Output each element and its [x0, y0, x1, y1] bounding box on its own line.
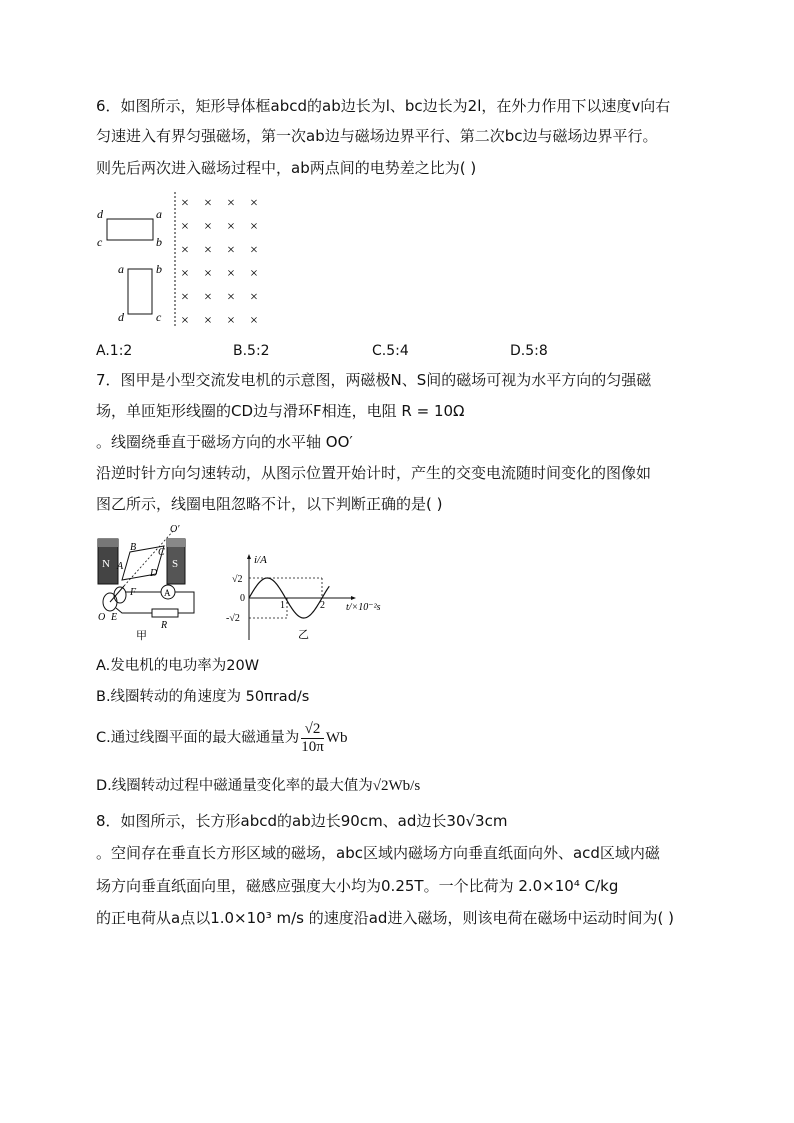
q7-line4: 沿逆时针方向匀速转动，从图示位置开始计时，产生的交变电流随时间变化的图像如 [96, 464, 652, 482]
field-cross: × [227, 266, 235, 282]
q6-option-c[interactable]: C.5:4 [372, 343, 409, 359]
q7-yi-ytick-neg: -√2 [226, 613, 240, 624]
q6-v-label-b: b [156, 262, 162, 276]
field-cross: × [204, 290, 212, 305]
q7-option-d-text: D.线圈转动过程中磁通量变化率的最大值为 [96, 778, 373, 794]
field-cross: × [204, 196, 212, 211]
q6-v-label-a: a [118, 262, 124, 276]
q8-line1: 8．如图所示，长方形abcd的ab边长90cm、ad边长30√3cm [96, 812, 508, 830]
q6-option-d[interactable]: D.5:8 [510, 343, 548, 359]
q8-line3: 场方向垂直纸面向里，磁感应强度大小均为0.25T。一个比荷为 2.0×10⁴ C/kg [96, 877, 619, 895]
field-cross: × [181, 266, 189, 282]
q6-figure [90, 188, 280, 333]
q7-figure-jia [94, 522, 214, 644]
q6-line1: 6．如图所示，矩形导体框abcd的ab边长为l、bc边长为2l，在外力作用下以速度v向右 [96, 97, 671, 115]
field-cross: × [227, 196, 235, 211]
q7-option-c-unit: Wb [325, 730, 348, 746]
field-cross: × [250, 313, 258, 329]
q7-option-c-text: C.通过线圈平面的最大磁通量为 [96, 730, 300, 746]
q7-line1: 7．图甲是小型交流发电机的示意图，两磁极N、S间的磁场可视为水平方向的匀强磁 [96, 371, 652, 389]
q7-option-c-num: √2 [301, 721, 324, 739]
q6-magnetic-field-crosses [181, 196, 258, 329]
field-cross: × [181, 243, 189, 258]
field-cross: × [181, 313, 189, 329]
q7-yi-xtick-1: 1 [280, 600, 285, 611]
field-cross: × [250, 219, 258, 235]
q6-option-a[interactable]: A.1:2 [96, 343, 133, 359]
q7-option-c[interactable] [96, 720, 347, 756]
q6-v-label-d: d [118, 310, 124, 324]
q7-yi-caption: 乙 [298, 629, 309, 641]
q7-option-a[interactable]: A.发电机的电功率为20W [96, 658, 260, 674]
q7-jia-label-N: N [102, 558, 110, 570]
field-cross: × [204, 313, 212, 329]
q6-h-label-c: c [97, 235, 103, 249]
q7-option-c-fraction [301, 721, 324, 756]
q8-line2: 。空间存在垂直长方形区域的磁场，abc区域内磁场方向垂直纸面向外、acd区域内磁 [96, 844, 660, 862]
q7-figure-yi [222, 552, 397, 644]
field-cross: × [181, 196, 189, 211]
field-cross: × [181, 290, 189, 305]
q6-h-label-a: a [156, 207, 162, 221]
field-cross: × [227, 243, 235, 258]
field-cross: × [227, 313, 235, 329]
q7-line2: 场，单匝矩形线圈的CD边与滑环F相连，电阻 R = 10Ω [96, 402, 465, 420]
q7-jia-label-S: S [172, 558, 179, 570]
q8-line4: 的正电荷从a点以1.0×10³ m/s 的速度沿ad进入磁场，则该电荷在磁场中运动时间为( ) [96, 909, 674, 927]
q7-yi-ytick-pos: √2 [232, 574, 243, 585]
q7-option-c-den: 10π [301, 738, 324, 755]
field-cross: × [250, 243, 258, 258]
q7-jia-caption: 甲 [136, 630, 147, 642]
q7-jia-label-D: D [150, 568, 158, 579]
q7-jia-label-A: A [117, 561, 124, 572]
q6-vertical-frame [128, 269, 152, 314]
q7-option-d[interactable] [96, 777, 420, 795]
q7-option-b[interactable]: B.线圈转动的角速度为 50πrad/s [96, 689, 310, 705]
q6-line3: 则先后两次进入磁场过程中，ab两点间的电势差之比为( ) [96, 159, 477, 177]
q7-jia-label-E: E [111, 612, 118, 623]
q7-line5: 图乙所示，线圈电阻忽略不计，以下判断正确的是( ) [96, 495, 443, 513]
q6-horizontal-frame [107, 219, 153, 240]
q7-yi-ytick-zero: 0 [240, 593, 245, 604]
q6-h-label-b: b [156, 235, 162, 249]
q6-option-b[interactable]: B.5:2 [233, 343, 270, 359]
q7-yi-ylabel: i/A [254, 554, 267, 566]
q7-option-d-value: √2Wb/s [372, 778, 421, 794]
field-cross: × [250, 266, 258, 282]
field-cross: × [227, 219, 235, 235]
field-cross: × [204, 266, 212, 282]
field-cross: × [250, 290, 258, 305]
field-cross: × [204, 243, 212, 258]
q7-jia-label-R: R [161, 620, 168, 631]
q7-jia-label-F: F [130, 587, 137, 598]
q6-line2: 匀速进入有界匀强磁场，第一次ab边与磁场边界平行、第二次bc边与磁场边界平行。 [96, 127, 658, 145]
q7-jia-label-Oprime: O′ [170, 524, 180, 535]
q7-jia-label-B: B [130, 542, 137, 553]
field-cross: × [227, 290, 235, 305]
field-cross: × [181, 219, 189, 235]
q7-jia-label-C: C [158, 547, 165, 558]
q7-jia-label-O: O [98, 612, 106, 623]
q7-line3: 。线圈绕垂直于磁场方向的水平轴 OO′ [96, 433, 353, 451]
q7-jia-ammeter-A: A [164, 588, 171, 598]
q6-v-label-c: c [156, 310, 162, 324]
field-cross: × [250, 196, 258, 211]
q7-yi-xlabel: t/×10⁻²s [346, 602, 381, 613]
q7-yi-xtick-2: 2 [320, 600, 325, 611]
q6-h-label-d: d [97, 207, 103, 221]
field-cross: × [204, 219, 212, 235]
